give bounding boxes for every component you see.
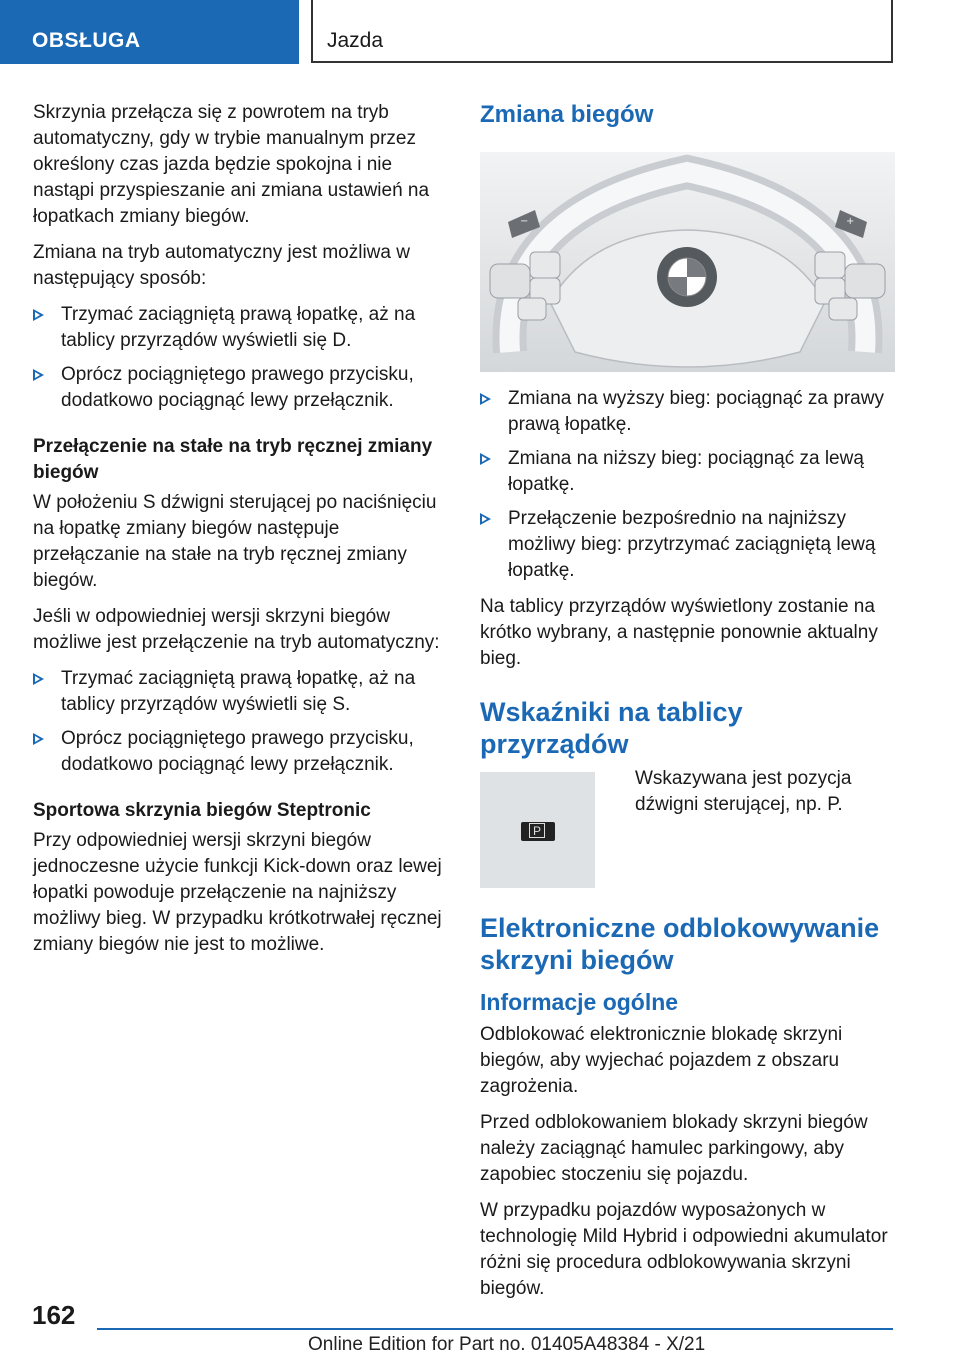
page-number: 162: [32, 1300, 76, 1330]
paragraph: W przypadku pojazdów wyposażonych w technologię Mild Hybrid i odpowiedni akumulator różni się procedura odblokowywania skrzyni biegów.: [480, 1200, 888, 1299]
gear-letter: P: [529, 823, 545, 838]
paragraph: Na tablicy przyrządów wyświetlony zostanie na krótko wybrany, a następnie ponownie aktualny bieg.: [480, 596, 878, 669]
paragraph: W położeniu S dźwigni sterującej po naciśnięciu na łopatkę zmiany biegów następuje przełączanie na stałe na tryb ręcznej zmiany biegów.: [33, 492, 437, 591]
triangle-bullet-icon: [480, 453, 491, 465]
subheading: Sportowa skrzynia biegów Steptronic: [33, 800, 371, 821]
footer-edition: Online Edition for Part no. 01405A48384 - X/21: [308, 1334, 706, 1355]
paragraph: Przy odpowiedniej wersji skrzyni biegów jednoczesne użycie funkcji Kick-down oraz lewej łopatki powoduje przełączenie na najniższy możliwy bieg. W przypadku krótkotrwałej ręcznej zmiany biegów nie jest to możliwe.: [33, 830, 442, 955]
left-column: [33, 100, 448, 968]
gear-indicator-block: [480, 768, 895, 888]
instruction-list: [33, 666, 448, 778]
footer-divider: [97, 1328, 893, 1330]
paragraph: Zmiana na tryb automatyczny jest możliwa w następujący sposób:: [33, 242, 410, 289]
section-title: OBSŁUGA: [32, 29, 141, 52]
section-heading: Zmiana biegów: [480, 101, 654, 128]
triangle-bullet-icon: [33, 369, 44, 381]
list-item: Zmiana na wyższy bieg: pociągnąć za prawy prawą łopatkę.: [480, 386, 895, 438]
paragraph: Skrzynia przełącza się z powrotem na tryb automatyczny, gdy w trybie manualnym przez określony czas jazda będzie spokojna i nie nastąpi przyspieszanie ani zmiana ustawień na łopatkach zmiany biegów.: [33, 102, 430, 227]
list-item: Oprócz pociągniętego prawego przycisku, dodatkowo pociągnąć lewy przełącznik.: [33, 362, 448, 414]
gear-indicator-text: Wskazywana jest pozycja dźwigni sterującej, np. P.: [635, 768, 852, 815]
triangle-bullet-icon: [33, 673, 44, 685]
steering-wheel-icon: [480, 152, 895, 372]
section-tab: [0, 0, 299, 64]
triangle-bullet-icon: [33, 733, 44, 745]
svg-text:−: −: [520, 216, 529, 227]
list-item: Oprócz pociągniętego prawego przycisku, dodatkowo pociągnąć lewy przełącznik.: [33, 726, 448, 778]
list-item: Zmiana na niższy bieg: pociągnąć za lewą łopatkę.: [480, 446, 895, 498]
triangle-bullet-icon: [480, 513, 491, 525]
subsection-heading: Informacje ogólne: [480, 989, 679, 1015]
triangle-bullet-icon: [480, 393, 491, 405]
chapter-box: [311, 0, 893, 63]
instruction-list: [33, 302, 448, 414]
paragraph: Odblokować elektronicznie blokadę skrzyni biegów, aby wyjechać pojazdem z obszaru zagrożenia.: [480, 1024, 843, 1097]
triangle-bullet-icon: [33, 309, 44, 321]
list-item: Trzymać zaciągniętą prawą łopatkę, aż na tablicy przyrządów wyświetli się S.: [33, 666, 448, 718]
paragraph: Przed odblokowaniem blokady skrzyni biegów należy zaciągnąć hamulec parkingowy, aby zapobiec stoczeniu się pojazdu.: [480, 1112, 868, 1185]
list-item: Przełączenie bezpośrednio na najniższy możliwy bieg: przytrzymać zaciągniętą lewą łopatkę.: [480, 506, 895, 584]
instruction-list: [480, 386, 895, 584]
steering-wheel-image: [480, 152, 895, 372]
section-heading: Wskaźniki na tablicy przyrządów: [480, 697, 743, 759]
gear-p-icon: [521, 822, 555, 841]
svg-text:+: +: [846, 216, 855, 227]
paragraph: Jeśli w odpowiedniej wersji skrzyni biegów możliwe jest przełączenie na tryb automatyczny:: [33, 606, 440, 653]
chapter-title: Jazda: [327, 29, 384, 52]
gear-indicator-image: [480, 772, 595, 888]
subheading: Przełączenie na stałe na tryb ręcznej zmiany biegów: [33, 436, 433, 483]
right-column: [480, 100, 895, 1312]
section-heading: Elektroniczne odblokowywanie skrzyni biegów: [480, 913, 880, 975]
list-item: Trzymać zaciągniętą prawą łopatkę, aż na tablicy przyrządów wyświetli się D.: [33, 302, 448, 354]
